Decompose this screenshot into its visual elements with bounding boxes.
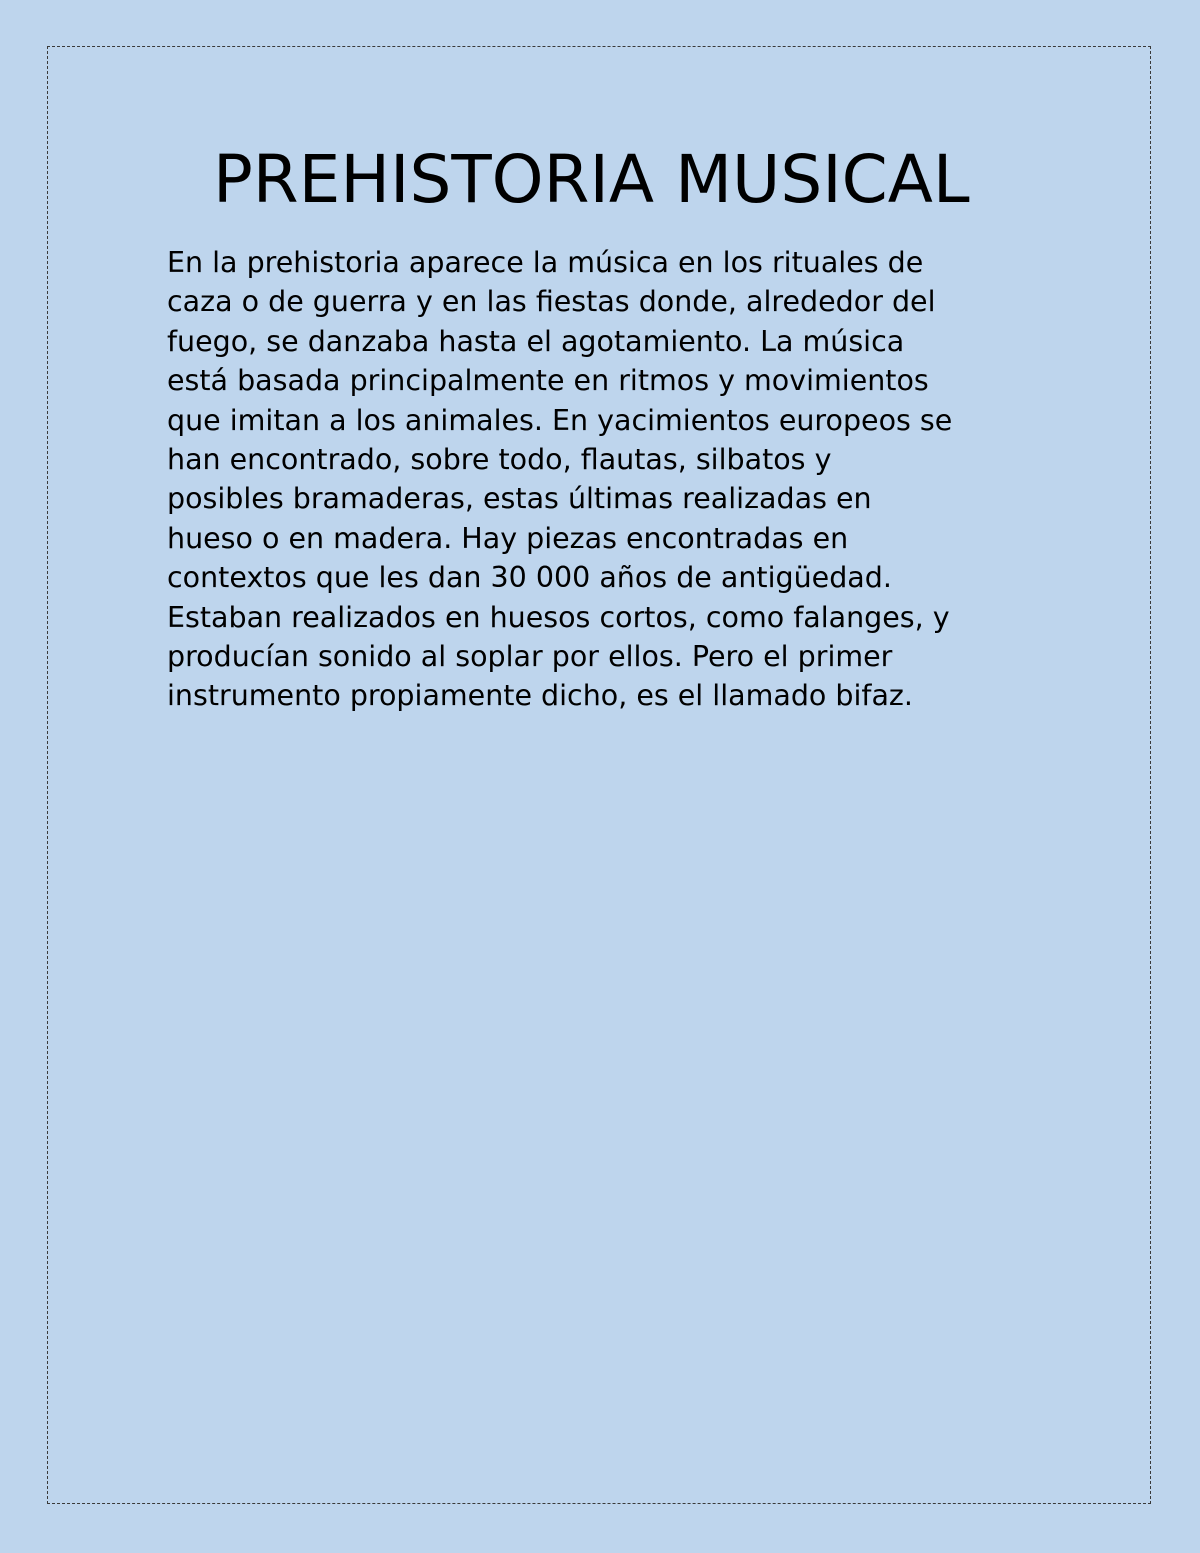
paragraph-line: han encontrado, sobre todo, flautas, silbatos y [167, 443, 832, 477]
paragraph-line: caza o de guerra y en las fiestas donde, alrededor del [167, 285, 936, 319]
page-title: PREHISTORIA MUSICAL [213, 141, 970, 218]
paragraph-line: producían sonido al soplar por ellos. Pero el primer [167, 640, 893, 674]
paragraph-line: contextos que les dan 30 000 años de antigüedad. [167, 561, 892, 595]
paragraph-line: En la prehistoria aparece la música en los rituales de [167, 246, 924, 279]
paragraph-line: está basada principalmente en ritmos y movimientos [167, 364, 929, 398]
paragraph-line: hueso o en madera. Hay piezas encontradas en [167, 521, 849, 555]
paragraph-line: instrumento propiamente dicho, es el llamado bifaz. [167, 679, 913, 713]
paragraph-line: que imitan a los animales. En yacimientos europeos se [167, 403, 953, 437]
paragraph-line: posibles bramaderas, estas últimas realizadas en [167, 482, 872, 516]
body-paragraph [167, 243, 1057, 716]
paragraph-line: fuego, se danzaba hasta el agotamiento. La música [167, 324, 905, 358]
paragraph-line: Estaban realizados en huesos cortos, como falanges, y [167, 600, 950, 634]
